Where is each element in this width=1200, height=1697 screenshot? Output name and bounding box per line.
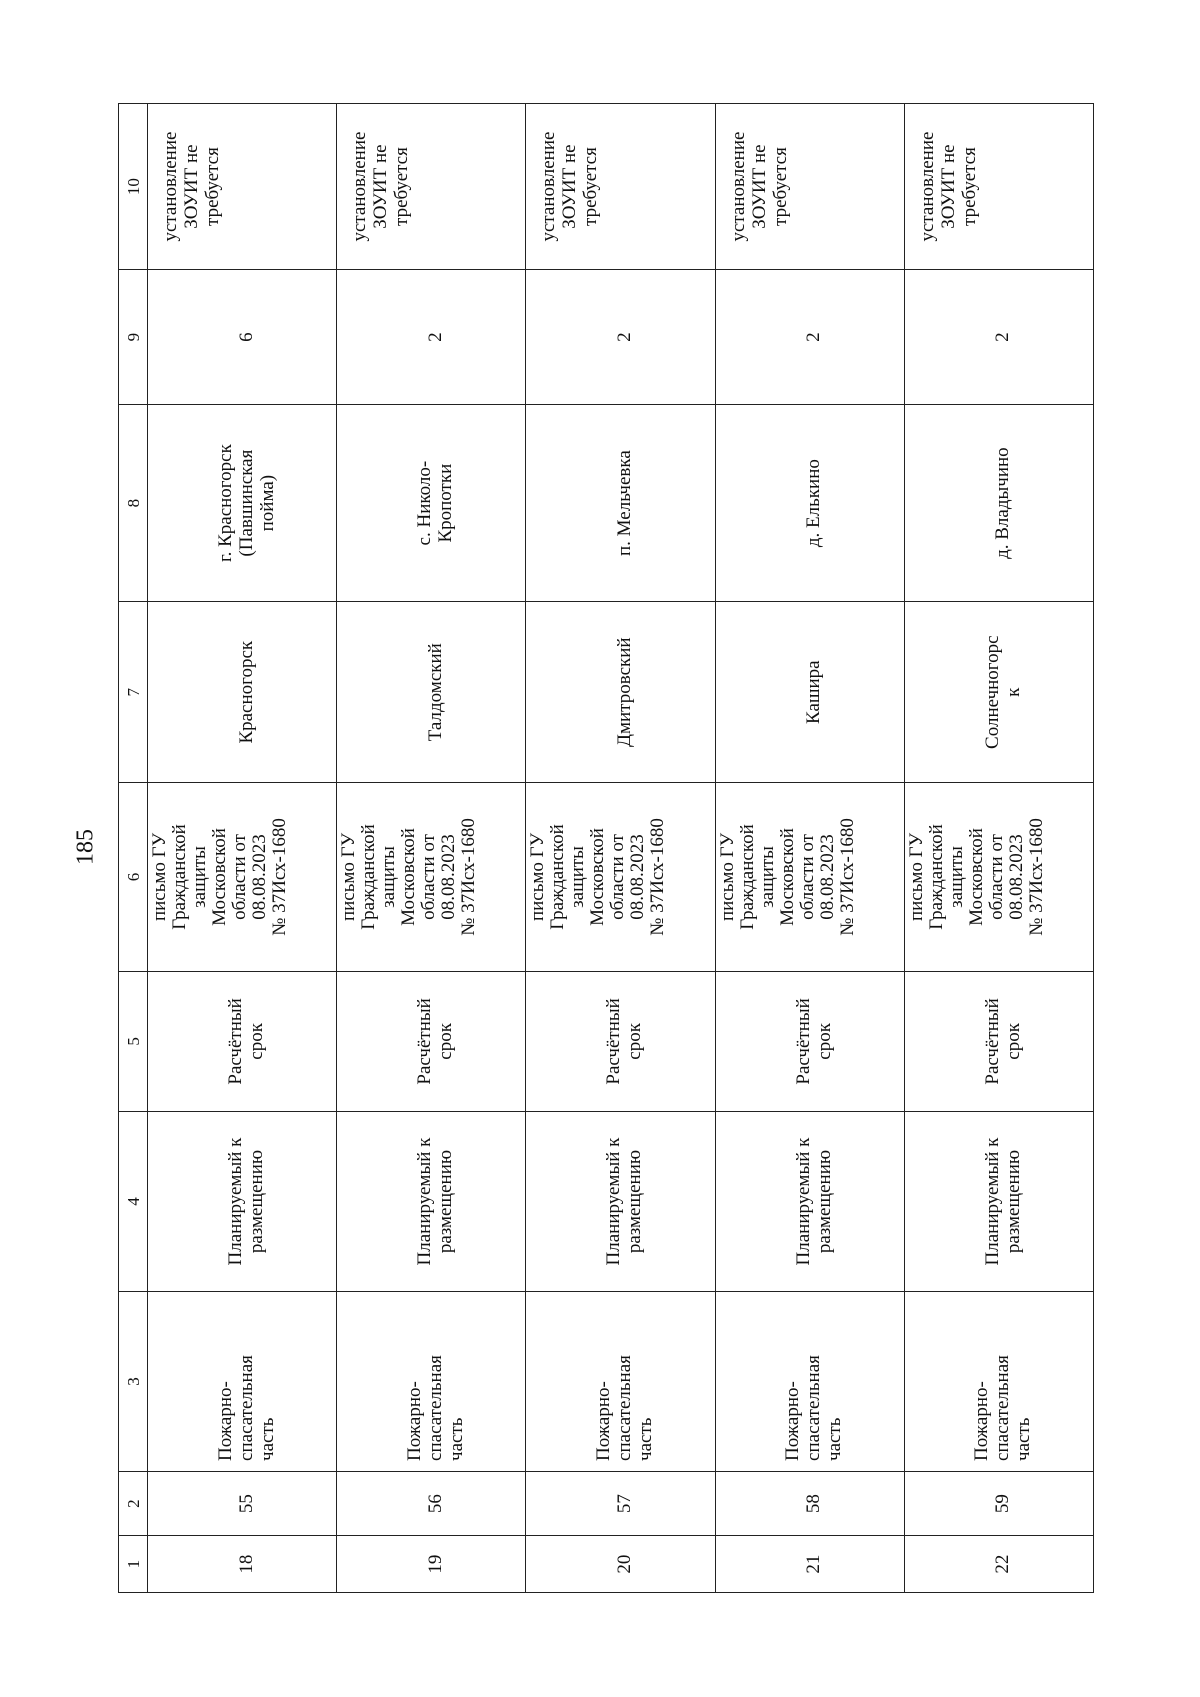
column-header: 6 [119,783,148,972]
cell-district: Кашира [715,602,904,783]
cell-num: 18 [148,1536,337,1593]
cell-district: Дмитровский [526,602,715,783]
header-row [119,104,148,1593]
cell-status: Планируемый к размещению [715,1112,904,1292]
cell-term: Расчётный срок [526,971,715,1111]
cell-status: Планируемый к размещению [526,1112,715,1292]
cell-zone: установление ЗОУИТ не требуется [148,104,337,270]
cell-status: Планируемый к размещению [904,1112,1093,1292]
cell-value: 2 [904,270,1093,405]
column-header: 10 [119,104,148,270]
column-header: 2 [119,1471,148,1535]
cell-location: с. Николо- Кропотки [337,405,526,602]
column-header: 1 [119,1536,148,1593]
column-header: 9 [119,270,148,405]
cell-num: 20 [526,1536,715,1593]
cell-zone: установление ЗОУИТ не требуется [337,104,526,270]
cell-id: 56 [337,1471,526,1535]
cell-location: г. Красногорск (Павшинская пойма) [148,405,337,602]
cell-zone: установление ЗОУИТ не требуется [526,104,715,270]
cell-value: 2 [526,270,715,405]
column-header: 3 [119,1292,148,1472]
cell-value: 2 [337,270,526,405]
table-row [526,104,715,1593]
cell-num: 22 [904,1536,1093,1593]
cell-district: Талдомский [337,602,526,783]
cell-zone: установление ЗОУИТ не требуется [715,104,904,270]
cell-source: письмо ГУ Гражданской защиты Московской области от 08.08.2023 № 37Исх-1680 [148,783,337,972]
document-sheet [118,103,1094,1593]
cell-num: 19 [337,1536,526,1593]
cell-type: Пожарно- спасательная часть [148,1292,337,1472]
table-row [148,104,337,1593]
table-wrapper [118,103,1094,1593]
objects-table [118,103,1094,1593]
cell-id: 59 [904,1471,1093,1535]
cell-source: письмо ГУ Гражданской защиты Московской области от 08.08.2023 № 37Исх-1680 [337,783,526,972]
cell-type: Пожарно- спасательная часть [526,1292,715,1472]
cell-location: д. Елькино [715,405,904,602]
cell-status: Планируемый к размещению [148,1112,337,1292]
cell-type: Пожарно- спасательная часть [904,1292,1093,1472]
table-row [337,104,526,1593]
table-row [904,104,1093,1593]
cell-zone: установление ЗОУИТ не требуется [904,104,1093,270]
cell-term: Расчётный срок [715,971,904,1111]
cell-term: Расчётный срок [148,971,337,1111]
cell-term: Расчётный срок [337,971,526,1111]
cell-type: Пожарно- спасательная часть [715,1292,904,1472]
table-row [715,104,904,1593]
cell-location: д. Владычино [904,405,1093,602]
cell-status: Планируемый к размещению [337,1112,526,1292]
column-header: 4 [119,1112,148,1292]
cell-location: п. Мельчевка [526,405,715,602]
cell-value: 2 [715,270,904,405]
cell-source: письмо ГУ Гражданской защиты Московской области от 08.08.2023 № 37Исх-1680 [904,783,1093,972]
page-number: 185 [72,829,99,865]
cell-value: 6 [148,270,337,405]
cell-type: Пожарно- спасательная часть [337,1292,526,1472]
cell-num: 21 [715,1536,904,1593]
cell-district: Солнечногорс к [904,602,1093,783]
cell-id: 55 [148,1471,337,1535]
column-header: 8 [119,405,148,602]
cell-source: письмо ГУ Гражданской защиты Московской области от 08.08.2023 № 37Исх-1680 [715,783,904,972]
cell-source: письмо ГУ Гражданской защиты Московской области от 08.08.2023 № 37Исх-1680 [526,783,715,972]
cell-id: 57 [526,1471,715,1535]
column-header: 5 [119,971,148,1111]
cell-term: Расчётный срок [904,971,1093,1111]
column-header: 7 [119,602,148,783]
cell-district: Красногорск [148,602,337,783]
cell-id: 58 [715,1471,904,1535]
